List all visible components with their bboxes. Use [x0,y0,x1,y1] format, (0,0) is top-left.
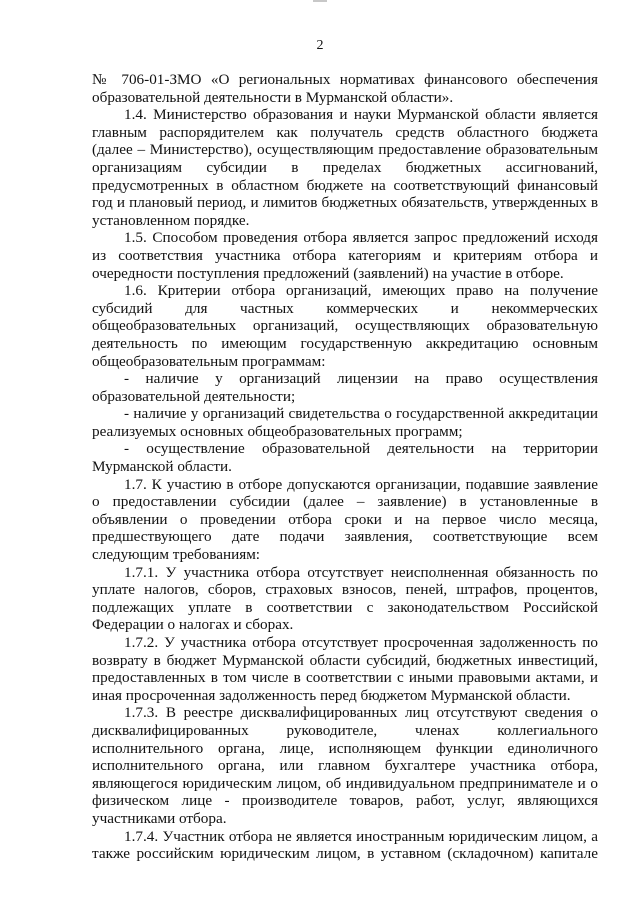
document-line: 1.7.3. В реестре дисквалифицированных лиц отсутствуют сведения о [124,704,598,722]
document-line: образовательной деятельности в Мурманской области». [92,88,454,106]
document-line: общеобразовательных организаций, осуществляющих образовательную [92,317,598,335]
document-line: также российским юридическим лицом, в уставном (складочном) капитале [92,845,598,863]
document-line: из соответствия участника отбора категориям и критериям отбора и [92,246,598,264]
document-line: Федерации о налогах и сборах. [92,616,294,634]
document-line: 1.7.4. Участник отбора не является иностранным юридическим лицом, а [124,827,598,845]
document-line: предусмотренных в областном бюджете на соответствующий финансовый [92,176,598,194]
document-line: - наличие у организаций лицензии на право осуществления [124,370,598,388]
document-line: исполнительного органа, или главном бухгалтере участника отбора, [92,757,598,775]
page-number: 2 [316,38,324,53]
document-line: - осуществление образовательной деятельности на территории [124,440,598,458]
document-line: (далее – Министерство), осуществляющим предоставление образовательным [92,141,598,159]
document-line: № 706-01-ЗМО «О региональных нормативах финансового обеспечения [92,71,598,88]
document-line: организациям субсидии в пределах бюджетных ассигнований, [92,158,598,176]
document-line: - наличие у организаций свидетельства о государственной аккредитации [124,405,598,423]
document-line: о предоставлении субсидии (далее – заявление) в установленные в [92,493,598,511]
document-line: предшествующего дате подачи заявления, соответствующие всем [92,528,598,546]
document-line: 1.6. Критерии отбора организаций, имеющих право на получение [124,282,598,300]
document-line: исполнительного органа, лице, исполняющем функции единоличного [92,739,598,757]
document-line: 1.4. Министерство образования и науки Мурманской области является [124,106,598,124]
document-line: Мурманской области. [92,458,232,476]
document-line: 1.7. К участию в отборе допускаются организации, подавшие заявление [124,475,598,493]
document-line: уплате налогов, сборов, страховых взносов, пеней, штрафов, процентов, [92,581,598,599]
document-line: реализуемых основных общеобразовательных программ; [92,422,463,440]
document-line: деятельность по имеющим государственную аккредитацию основным [92,334,598,352]
document-line: год и плановый период, и лимитов бюджетных обязательств, утвержденных в [92,194,598,212]
document-line: являющегося юридическим лицом, об индивидуальном предпринимателе и о [92,774,598,792]
document-line: главным распорядителем как получатель средств областного бюджета [92,123,598,141]
document-line: следующим требованиям: [92,546,261,564]
document-line: иная просроченная задолженность перед бюджетом Мурманской области. [92,686,571,704]
document-line: установленном порядке. [92,211,250,229]
document-line: 1.5. Способом проведения отбора является запрос предложений исходя [124,229,598,247]
document-line: предоставленных в том числе в соответствии с иными правовыми актами, и [92,669,598,687]
document-line: очередности поступления предложений (заявлений) на участие в отборе. [92,264,564,282]
document-line: общеобразовательным программам: [92,352,326,370]
document-line: подлежащих уплате в соответствии с законодательством Российской [92,598,598,616]
document-line: 1.7.2. У участника отбора отсутствует просроченная задолженность по [124,634,598,651]
document-line: образовательной деятельности; [92,387,296,405]
document-line: физическом лице - производителе товаров, работ, услуг, являющихся [92,792,598,810]
document-line: дисквалифицированных руководителе, членах коллегиального [92,721,598,739]
scan-artifact [313,0,327,2]
document-line: возврату в бюджет Мурманской области субсидий, бюджетных инвестиций, [92,651,598,669]
document-line: объявлении о проведении отбора сроки и на первое число месяца, [92,510,598,528]
document-body [92,71,598,863]
document-line: субсидий для частных коммерческих и некоммерческих [92,299,598,317]
document-line: участниками отбора. [92,809,227,827]
document-line: 1.7.1. У участника отбора отсутствует неисполненная обязанность по [124,563,598,581]
